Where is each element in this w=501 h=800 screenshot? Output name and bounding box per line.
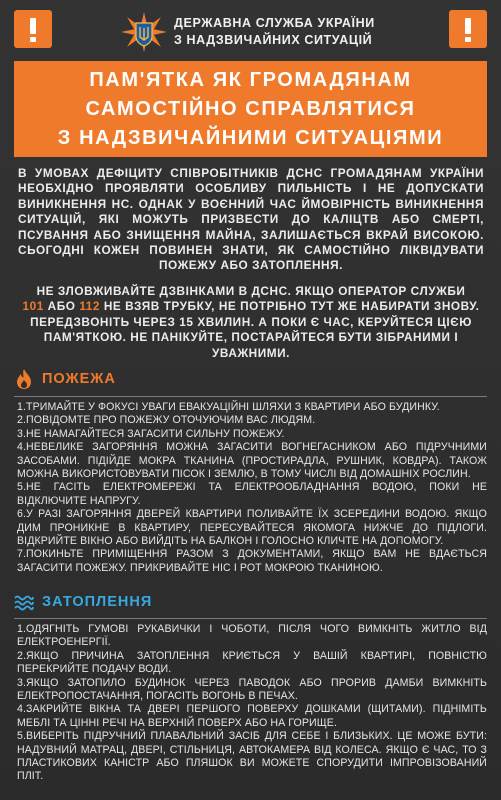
- header: [0, 0, 501, 62]
- agency-line-1: ДЕРЖАВНА СЛУЖБА УКРАЇНИ: [174, 16, 375, 30]
- exclamation-icon: [14, 10, 52, 48]
- fire-section-heading: [14, 367, 116, 391]
- fire-heading: ПОЖЕЖА: [42, 371, 116, 387]
- emergency-number-101: 101: [22, 299, 44, 314]
- divider: [14, 618, 487, 619]
- intro-paragraph: В УМОВАХ ДЕФІЦИТУ СПІВРОБІТНИКІВ ДСНС ГРОМАДЯНАМ УКРАЇНИ НЕОБХІДНО ПРОЯВЛЯТИ ОСОБЛИВУ ПИЛЬНІСТЬ І НЕ ДОПУСКАТИ ВИНИКНЕННЯ НС. ОДНАК У ВОЄННИЙ ЧАС ЙМОВІРНІСТЬ ВИНИКНЕННЯ СИТУАЦІЙ, ЯКІ МОЖУТЬ ПРИЗВЕСТИ ДО КАЛІЦТВ АБО СМЕРТІ, ПСУВАННЯ АБО ЗНИЩЕННЯ МАЙНА, ЗАЛИШАЄТЬСЯ ВКРАЙ ВИСОКОЮ. СЬОГОДНІ КОЖЕН ПОВИНЕН ЗНАТИ, ЯК САМОСТІЙНО ЛІКВІДУВАТИ ПОЖЕЖУ АБО ЗАТОПЛЕННЯ.: [18, 166, 484, 273]
- agency-line-2: З НАДЗВИЧАЙНИХ СИТУАЦІЙ: [174, 33, 373, 47]
- emergency-number-112: 112: [79, 299, 100, 314]
- title-banner: [14, 61, 487, 157]
- title-line-3: З НАДЗВИЧАЙНИМИ СИТУАЦІЯМИ: [57, 127, 444, 149]
- list-item: 7.ПОКИНЬТЕ ПРИМІЩЕННЯ РАЗОМ З ДОКУМЕНТАМИ, ЯКЩО ВАМ НЕ ВДАЄТЬСЯ ЗАГАСИТИ ПОЖЕЖУ. ПРИКРИВАЙТЕ НІС І РОТ МОКРОЮ ТКАНИНОЮ.: [17, 548, 487, 574]
- list-item: 2.ЯКЩО ПРИЧИНА ЗАТОПЛЕННЯ КРИЄТЬСЯ У ВАШІЙ КВАРТИРІ, ПОВНІСТЮ ПЕРЕКРИЙТЕ ПОДАЧУ ВОДИ.: [17, 649, 487, 676]
- call-note: [18, 284, 484, 361]
- note-part-2: НЕ ВЗЯВ ТРУБКУ, НЕ ПОТРІБНО ТУТ ЖЕ НАБИРАТИ ЗНОВУ. ПЕРЕДЗВОНІТЬ ЧЕРЕЗ 15 ХВИЛИН. А ПОКИ Є ЧАС, КЕРУЙТЕСЯ ЦІЄЮ ПАМ'ЯТКОЮ. НЕ ПАНІКУЙТЕ, ПОСТАРАЙТЕСЯ БУТИ ЗІБРАНИМИ І УВАЖНИМИ.: [30, 299, 480, 360]
- flood-section-heading: [14, 590, 152, 614]
- flame-icon: [14, 368, 34, 390]
- list-item: 4.НЕВЕЛИКЕ ЗАГОРЯННЯ МОЖНА ЗАГАСИТИ ВОГНЕГАСНИКОМ АБО ПІДРУЧНИМИ ЗАСОБАМИ. ПІДІЙДЕ МОКРА ТКАНИНА (ПРОСТИРАДЛА, РУШНИК, КОВДРА). ТАКОЖ МОЖНА ВИКОРИСТОВУВАТИ ПІСОК І ЗЕМЛЮ, В ТОМУ ЧИСЛІ ВІД ДОМАШНІХ РОСЛИН.: [17, 441, 487, 481]
- dsns-emblem-icon: [121, 12, 167, 52]
- note-or: АБО: [47, 299, 76, 314]
- water-waves-icon: [14, 592, 34, 612]
- list-item: 1.ОДЯГНІТЬ ГУМОВІ РУКАВИЧКИ І ЧОБОТИ, ПІСЛЯ ЧОГО ВИМКНІТЬ ЖИТЛО ВІД ЕЛЕКТРОЕНЕРГІЇ.: [17, 623, 487, 649]
- list-item: 6.У РАЗІ ЗАГОРЯННЯ ДВЕРЕЙ КВАРТИРИ ПОЛИВАЙТЕ ЇХ ЗСЕРЕДИНИ ВОДОЮ. ЯКЩО ДИМ ПРОНИКНЕ В КВАРТИРУ, ПЕРЕСУВАЙТЕСЯ ЯКОМОГА НИЖЧЕ ДО ПІДЛОГИ. ВІДКРИЙТЕ ВІКНО АБО ВИЙДІТЬ НА БАЛКОН І ГОЛОСНО КЛИЧТЕ НА ДОПОМОГУ.: [17, 508, 487, 548]
- agency-name: [174, 15, 375, 49]
- list-item: 2.ПОВІДОМТЕ ПРО ПОЖЕЖУ ОТОЧУЮЧИМ ВАС ЛЮДЯМ.: [17, 414, 316, 427]
- list-item: 5.НЕ ГАСІТЬ ЕЛЕКТРОМЕРЕЖІ ТА ЕЛЕКТРООБЛАДНАННЯ ВОДОЮ, ПОКИ НЕ ВІДКЛЮЧИТЕ НАПРУГУ.: [17, 481, 487, 507]
- list-item: 1.ТРИМАЙТЕ У ФОКУСІ УВАГИ ЕВАКУАЦІЙНІ ШЛЯХИ З КВАРТИРИ АБО БУДИНКУ.: [17, 401, 440, 413]
- flood-list: [17, 623, 487, 784]
- note-part-1: НЕ ЗЛОВЖИВАЙТЕ ДЗВІНКАМИ В ДСНС. ЯКЩО ОПЕРАТОР СЛУЖБИ: [36, 284, 466, 298]
- list-item: 5.ВИБЕРІТЬ ПІДРУЧНИЙ ПЛАВАЛЬНИЙ ЗАСІБ ДЛЯ СЕБЕ І БЛИЗЬКИХ. ЦЕ МОЖЕ БУТИ: НАДУВНИЙ МАТРАЦ, ДВЕРІ, СТІЛЬНИЦЯ, АВТОКАМЕРА ВІД КОЛЕСА. ЯКЩО Є ЧАС, ТО З ПЛАСТИКОВИХ КАНІСТР АБО ПЛЯШОК ВИ МОЖЕТЕ СПОРУДИТИ ІМПРОВІЗОВАНИЙ ПЛІТ.: [17, 730, 487, 783]
- list-item: 3.НЕ НАМАГАЙТЕСЯ ЗАГАСИТИ СИЛЬНУ ПОЖЕЖУ.: [17, 427, 285, 440]
- exclamation-icon: [449, 10, 487, 48]
- title-line-2: САМОСТІЙНО СПРАВЛЯТИСЯ: [85, 98, 416, 120]
- divider: [14, 396, 487, 397]
- fire-list: [17, 401, 487, 575]
- list-item: 4.ЗАКРИЙТЕ ВІКНА ТА ДВЕРІ ПЕРШОГО ПОВЕРХУ ДОШКАМИ (ЩИТАМИ). ПІДНІМІТЬ МЕБЛІ ТА ЦІННІ РЕЧІ НА ВЕРХНІЙ ПОВЕРХ АБО НА ГОРИЩЕ.: [17, 703, 487, 729]
- list-item: 3.ЯКЩО ЗАТОПИЛО БУДИНОК ЧЕРЕЗ ПАВОДОК АБО ПРОРИВ ДАМБИ ВИМКНІТЬ ЕЛЕКТРОПОСТАЧАННЯ, ПОГАСІТЬ ВОГОНЬ В ПЕЧАХ.: [17, 676, 487, 703]
- title-line-1: ПАМ'ЯТКА ЯК ГРОМАДЯНАМ: [89, 69, 412, 91]
- flood-heading: ЗАТОПЛЕННЯ: [42, 594, 153, 610]
